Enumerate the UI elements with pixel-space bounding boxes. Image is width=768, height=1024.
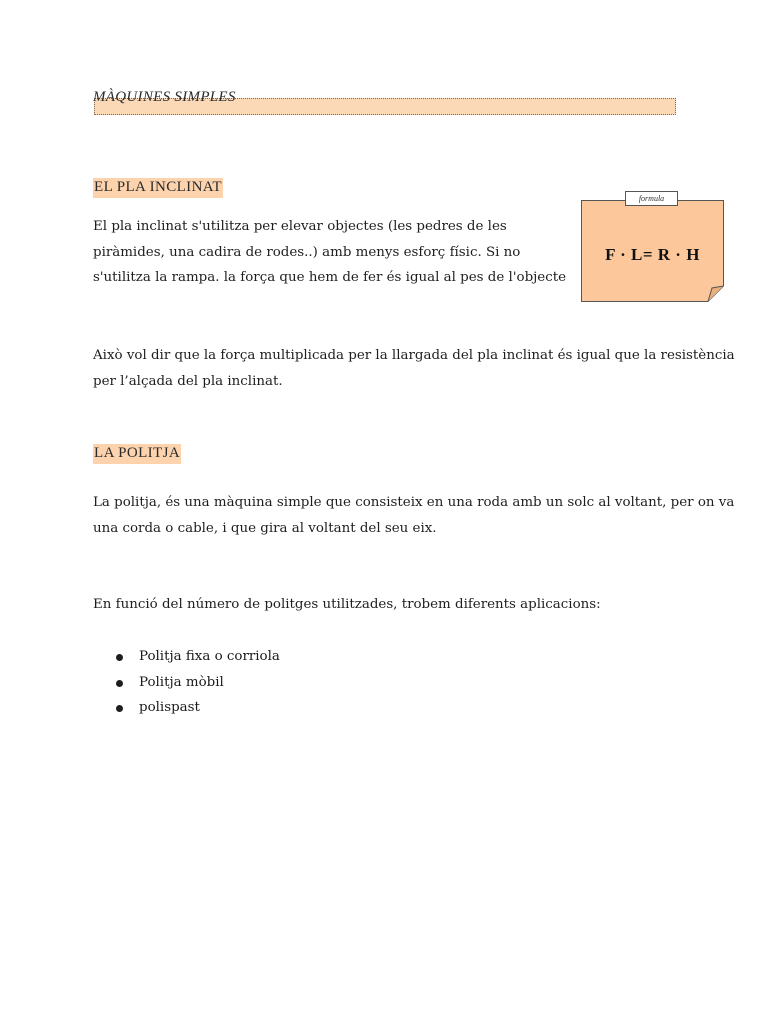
list-item-text: Politja mòbil bbox=[139, 674, 224, 690]
note-tab-label: formula bbox=[625, 191, 678, 206]
list-item bbox=[93, 644, 280, 670]
paragraph-pla-inclinat-explanation: Això vol dir que la força multiplicada per la llargada del pla inclinat és igual que la resistència per l’alçada del pla inclinat. bbox=[93, 348, 735, 389]
paragraph-politja-applications: En funció del número de politges utilitzades, trobem diferents aplicacions: bbox=[93, 597, 601, 612]
formula-text: F · L= R · H bbox=[605, 245, 700, 264]
bullet-icon bbox=[116, 705, 123, 712]
applications-list bbox=[93, 644, 280, 721]
bullet-icon bbox=[116, 680, 123, 687]
paragraph-pla-inclinat-intro: El pla inclinat s'utilitza per elevar objectes (les pedres de les piràmides, una cadira de rodes..) amb menys esforç físic. Si no s'utilitza la rampa. la força que hem de fer és igual al pes de l'objecte bbox=[93, 219, 567, 285]
list-item-text: Politja fixa o corriola bbox=[139, 649, 280, 664]
document-title: MÀQUINES SIMPLES bbox=[93, 89, 236, 105]
formula-sticky-note bbox=[581, 194, 724, 302]
heading-pla-inclinat: EL PLA INCLINAT bbox=[93, 178, 223, 198]
list-item bbox=[93, 695, 280, 721]
heading-politja: LA POLITJA bbox=[93, 444, 181, 464]
list-item bbox=[93, 670, 280, 696]
bullet-icon bbox=[116, 654, 123, 661]
paragraph-politja-definition: La politja, és una màquina simple que consisteix en una roda amb un solc al voltant, per on va una corda o cable, i que gira al voltant del seu eix. bbox=[93, 495, 735, 536]
list-item-text: polispast bbox=[139, 700, 200, 715]
